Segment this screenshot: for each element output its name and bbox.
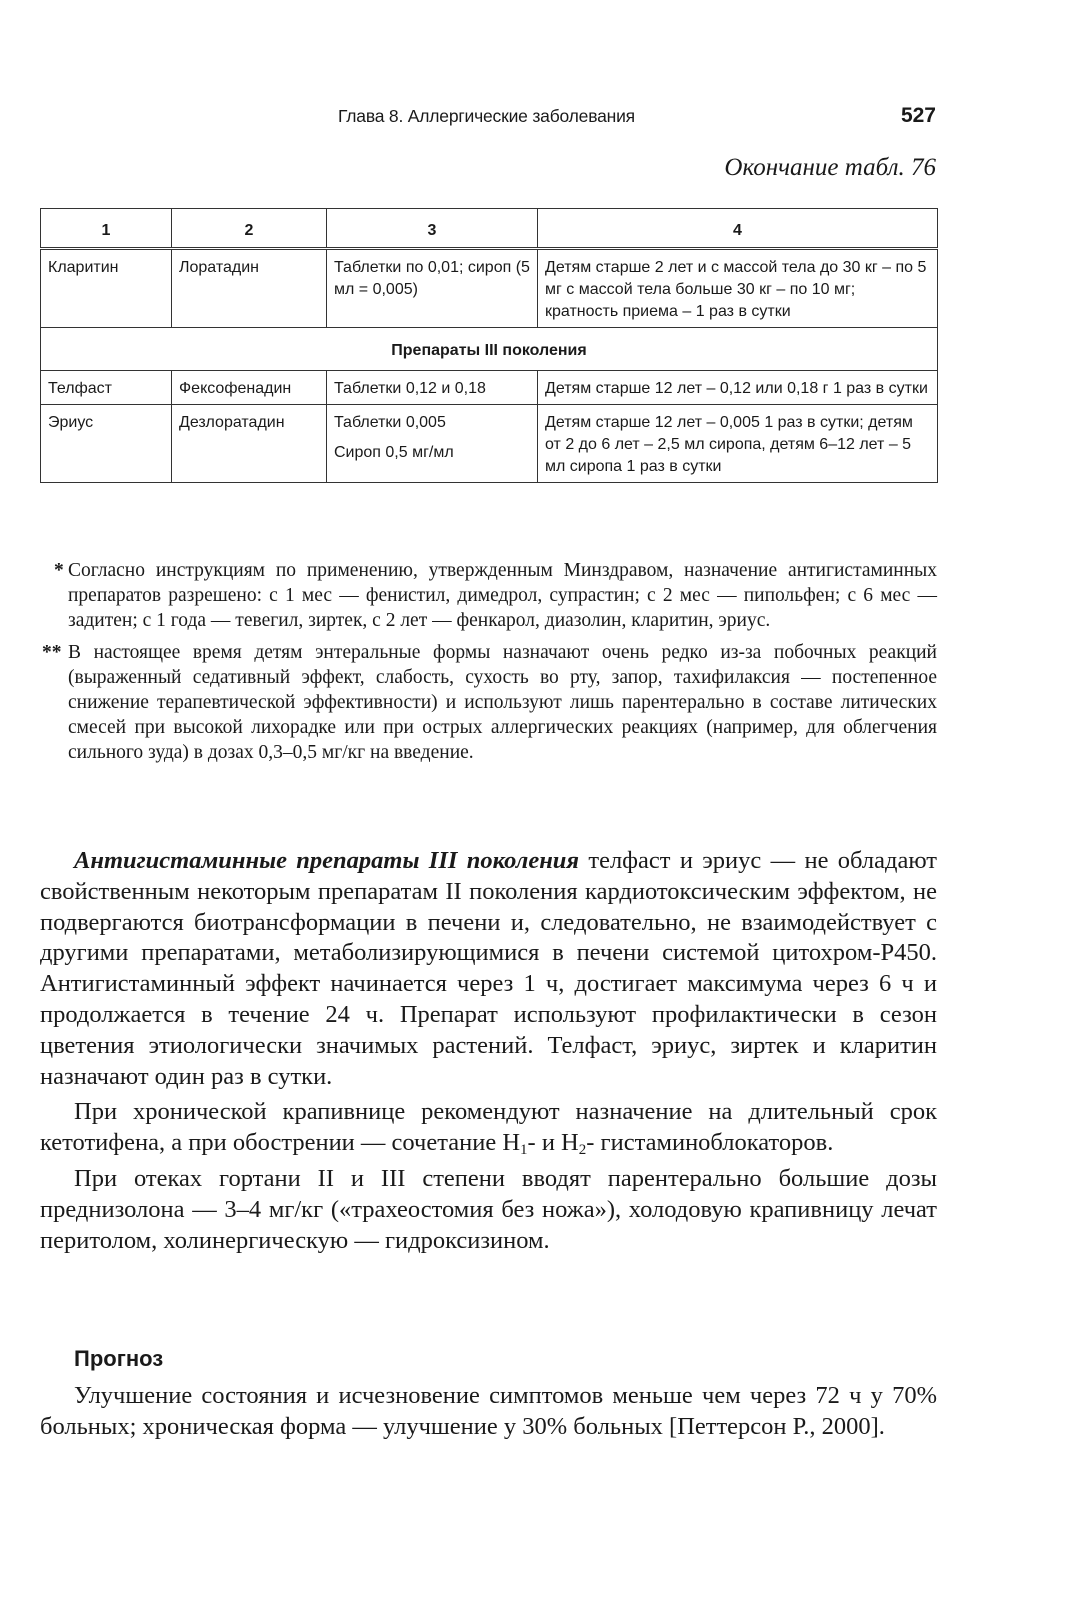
footnotes [40,558,937,772]
paragraph-lead: Антигистаминные препараты III поколения [74,847,580,874]
table-row [41,405,938,483]
paragraph [40,846,937,1092]
footnote [40,640,937,765]
table-row [41,371,938,405]
dosing-cell: Детям старше 2 лет и с массой тела до 30 кг – по 5 мг с массой тела больше 30 кг – по 10 мг; кратность приема – 1 раз в сутки [538,249,938,328]
column-header: 2 [172,209,327,249]
paragraph: Улучшение состояния и исчезновение симптомов меньше чем через 72 ч у 70% больных; хроническая форма — улучшение у 30% больных [Петтерсон Р., 2000]. [40,1382,937,1440]
paragraph-text: При хронической крапивнице рекомендуют назначение на длительный срок кетотифена, а при обострении — сочетание H [40,1098,937,1157]
footnote-mark: ** [42,642,62,663]
paragraph-text: телфаст и эриус — не обладают свойственным некоторым препаратам II поколения кардиотоксическим эффектом, не подвергаются биотрансформации в печени и, следовательно, не взаимодействует с другими препаратами, метаболизирующимися в печени системой цитохром-P450. Антигистаминный эффект начинается через 1 ч, достигает максимума через 6 ч и продолжается в течение 24 ч. Препарат используют профилактически в сезон цветения этиологически значимых растений. Телфаст, эриус, зиртек и кларитин назначают один раз в сутки. [40,847,938,1090]
trade-name-cell: Кларитин [41,249,172,328]
subscript: 2 [578,1142,587,1159]
paragraph-text: - гистаминоблокаторов. [586,1129,834,1157]
footnote-mark: * [54,560,64,581]
paragraph: При отеках гортани II и III степени вводят парентерально большие дозы преднизолона — 3–4 мг/кг («трахеостомия без ножа»), холодовую крапивницу лечат перитолом, холинергическую — гидроксизином. [40,1164,937,1254]
generic-name-cell: Дезлоратадин [172,405,327,483]
page-number: 527 [900,104,936,127]
generic-name-cell: Лоратадин [172,249,327,328]
subscript: 1 [520,1142,528,1159]
dosing-cell: Детям старше 12 лет – 0,005 1 раз в сутки; детям от 2 до 6 лет – 2,5 мл сиропа, детям 6–12 лет – 5 мл сиропа 1 раз в сутки [538,405,938,483]
drug-table [40,208,938,483]
footnote [40,558,937,633]
section-title: Препараты III поколения [41,328,938,371]
dosage-form-cell: Таблетки 0,12 и 0,18 [327,371,538,405]
trade-name-cell: Эриус [41,405,172,483]
dosage-form-cell: Таблетки по 0,01; сироп (5 мл = 0,005) [327,249,538,328]
table-caption: Окончание табл. 76 [724,154,936,181]
table-row [41,249,938,328]
prognosis-text [40,1380,937,1442]
column-header: 4 [538,209,938,249]
paragraph [40,1097,937,1159]
table-section-row [41,328,938,371]
footnote-text: Согласно инструкциям по применению, утвержденным Минздравом, назначение антигистаминных препаратов разрешено: с 1 мес — фенистил, димедрол, супрастин; с 2 мес — пипольфен; с 6 мес — задитен; с 1 года — тевегил, зиртек, с 2 лет — фенкарол, диазолин, кларитин, эриус. [68,560,937,631]
running-head [40,104,936,134]
dosing-cell: Детям старше 12 лет – 0,12 или 0,18 г 1 раз в сутки [538,371,938,405]
chapter-title: Глава 8. Аллергические заболевания [338,106,635,126]
footnote-text: В настоящее время детям энтеральные формы назначают очень редко из-за побочных реакций (выраженный седативный эффект, слабость, сухость во рту, запор, тахифилаксия — постепенное снижение терапевтической эффективности) и используют лишь парентерально в составе литических смесей при высокой лихорадке или при острых аллергических реакциях (например, для облегчения сильного зуда) в дозах 0,3–0,5 мг/кг на введение. [68,642,937,763]
dosage-form-syrup: Сироп 0,5 мг/мл [334,444,454,461]
body-text [40,846,937,1261]
generic-name-cell: Фексофенадин [172,371,327,405]
section-heading: Прогноз [74,1346,164,1371]
dosage-form-cell [327,405,538,483]
column-header: 3 [327,209,538,249]
column-header: 1 [41,209,172,249]
trade-name-cell: Телфаст [41,371,172,405]
dosage-form-tablets: Таблетки 0,005 [334,414,446,431]
paragraph-text: - и H [527,1129,579,1157]
table-header-row [41,209,938,249]
